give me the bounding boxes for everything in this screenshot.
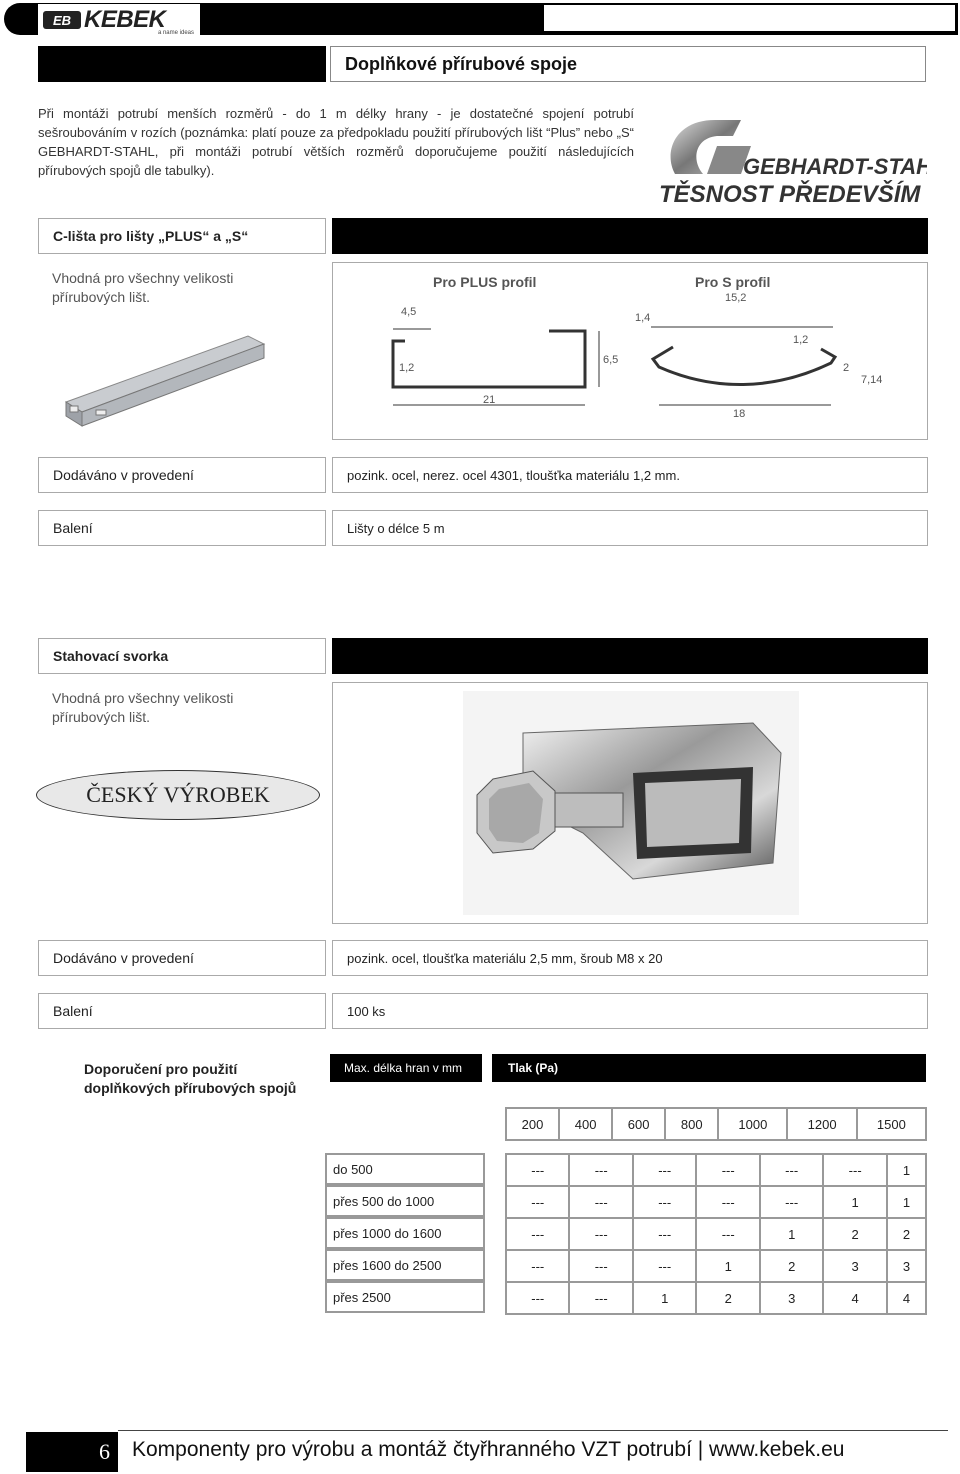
footer-text: Komponenty pro výrobu a montáž čtyřhranného VZT potrubí | www.kebek.eu	[132, 1438, 845, 1461]
value-cell: 2	[887, 1218, 926, 1250]
col-header-pressure	[492, 1054, 926, 1082]
value-cell: 3	[887, 1250, 926, 1282]
svorka-note: Vhodná pro všechny velikosti přírubových lišt.	[52, 690, 234, 725]
c-lista-packing-label	[38, 510, 326, 546]
value-cell: ---	[569, 1218, 632, 1250]
svg-text:EB: EB	[52, 13, 72, 28]
pressure-header-row	[505, 1107, 927, 1141]
c-rail-illustration	[52, 322, 277, 434]
c-lista-title-text: C-lišta pro lišty „PLUS“ a „S“	[53, 228, 249, 244]
svorka-supplied-value-text: pozink. ocel, tloušťka materiálu 2,5 mm, šroub M8 x 20	[347, 950, 663, 966]
table-row	[506, 1186, 926, 1218]
svorka-supplied-label	[38, 940, 326, 976]
row-label: přes 1600 do 2500	[325, 1249, 485, 1281]
row-label: přes 2500	[325, 1281, 485, 1313]
col-header-max-length-text: Max. délka hran v mm	[344, 1061, 463, 1075]
table-row	[506, 1154, 926, 1186]
row-label: do 500	[325, 1153, 485, 1185]
value-cell: 1	[887, 1186, 926, 1218]
table-row	[506, 1250, 926, 1282]
s-profile-label: Pro S profil	[695, 274, 771, 290]
value-cell: ---	[760, 1154, 823, 1186]
value-cell: ---	[696, 1186, 759, 1218]
svorka-supplied-value	[332, 940, 928, 976]
svorka-packing-label-text: Balení	[53, 1003, 93, 1019]
svorka-title-text: Stahovací svorka	[53, 648, 169, 664]
gebhardt-name: GEBHARDT-STAHL	[743, 154, 927, 179]
dim-plus-height: 6,5	[603, 354, 619, 366]
c-lista-packing-value-text: Lišty o délce 5 m	[347, 520, 445, 536]
value-cell: 4	[823, 1282, 886, 1314]
pressure-cell: 800	[665, 1108, 718, 1140]
gebhardt-logo	[655, 112, 927, 208]
value-cell: ---	[696, 1154, 759, 1186]
value-cell: ---	[633, 1186, 696, 1218]
c-lista-title-bar	[332, 218, 928, 254]
value-cell: 3	[760, 1282, 823, 1314]
plus-profile-label: Pro PLUS profil	[433, 274, 537, 290]
value-cell: ---	[633, 1250, 696, 1282]
table-row	[506, 1282, 926, 1314]
value-cell: 2	[760, 1250, 823, 1282]
czech-product-badge-text: ČESKÝ VÝROBEK	[86, 782, 270, 807]
dim-plus-width: 4,5	[401, 306, 417, 318]
value-cell: ---	[823, 1154, 886, 1186]
intro-text: Při montáži potrubí menších rozměrů - do 1 m délky hrany - je dostatečné spojení potrubí sešroubováním v rozích (poznámka: platí pouze za předpokladu použití přírubových lišt “Plus” nebo „S“ GEBHARDT-STAHL, při montáži potrubí větších rozměrů doporučujeme použití následujících přírubových spojů dle tabulky).	[38, 106, 634, 178]
gebhardt-emblem-icon	[655, 112, 927, 208]
svorka-supplied-label-text: Dodáváno v provedení	[53, 950, 194, 966]
table-row	[506, 1218, 926, 1250]
svorka-title-bar	[332, 638, 928, 674]
value-cell: ---	[506, 1154, 569, 1186]
col-header-max-length	[330, 1054, 482, 1082]
page-number: 6	[99, 1439, 110, 1464]
pressure-cell: 200	[506, 1108, 559, 1140]
dim-s-gap: 2	[843, 362, 850, 374]
value-cell: ---	[633, 1154, 696, 1186]
value-cell: ---	[633, 1218, 696, 1250]
value-cell: ---	[569, 1154, 632, 1186]
c-lista-note: Vhodná pro všechny velikosti přírubových lišt.	[52, 270, 234, 305]
recommend-title: Doporučení pro použití doplňkových přírubových spojů	[84, 1061, 297, 1096]
svorka-title	[38, 638, 326, 674]
value-cell: ---	[506, 1218, 569, 1250]
c-lista-supplied-label-text: Dodáváno v provedení	[53, 467, 194, 483]
value-cell: 2	[696, 1282, 759, 1314]
kebek-logo	[38, 4, 200, 36]
pressure-cell: 400	[559, 1108, 612, 1140]
czech-product-badge	[36, 770, 320, 820]
logo-subtext: a name ideas	[157, 30, 194, 36]
c-lista-image	[52, 322, 277, 434]
kebek-emblem-icon	[42, 9, 82, 31]
footer-rule	[118, 1430, 948, 1431]
value-cell: ---	[569, 1282, 632, 1314]
clamp-illustration	[333, 683, 927, 923]
value-cell: 4	[887, 1282, 926, 1314]
c-lista-packing-label-text: Balení	[53, 520, 93, 536]
c-lista-title	[38, 218, 326, 254]
row-label: přes 1000 do 1600	[325, 1217, 485, 1249]
values-table	[505, 1153, 927, 1315]
col-header-pressure-text: Tlak (Pa)	[508, 1061, 559, 1075]
page-title-text: Doplňkové přírubové spoje	[345, 53, 578, 74]
value-cell: ---	[569, 1250, 632, 1282]
profile-drawing	[333, 263, 927, 439]
value-cell: ---	[569, 1186, 632, 1218]
page-title	[330, 46, 926, 82]
svorka-image-frame	[332, 682, 928, 924]
value-cell: ---	[696, 1218, 759, 1250]
c-lista-supplied-value-text: pozink. ocel, nerez. ocel 4301, tloušťka materiálu 1,2 mm.	[347, 467, 680, 483]
c-lista-supplied-value	[332, 457, 928, 493]
footer-page-block	[26, 1432, 118, 1472]
value-cell: 1	[696, 1250, 759, 1282]
dim-plus-thickness: 1,2	[399, 362, 415, 374]
value-cell: ---	[760, 1186, 823, 1218]
value-cell: 1	[887, 1154, 926, 1186]
dim-s-base: 18	[733, 408, 746, 420]
value-cell: ---	[506, 1250, 569, 1282]
dim-plus-length: 21	[483, 394, 496, 406]
dim-s-lip: 1,4	[635, 312, 651, 324]
c-lista-supplied-label	[38, 457, 326, 493]
pressure-cell: 600	[612, 1108, 665, 1140]
dim-s-height: 7,14	[861, 374, 883, 386]
pressure-cell: 1200	[787, 1108, 856, 1140]
pressure-cell: 1000	[718, 1108, 787, 1140]
pressure-cell: 1500	[857, 1108, 926, 1140]
value-cell: 1	[760, 1218, 823, 1250]
value-cell: 1	[823, 1186, 886, 1218]
logo-text: KEBEK	[84, 6, 166, 33]
svorka-packing-label	[38, 993, 326, 1029]
title-left-block	[38, 46, 326, 82]
value-cell: 3	[823, 1250, 886, 1282]
value-cell: ---	[506, 1186, 569, 1218]
svorka-packing-value	[332, 993, 928, 1029]
dim-s-width: 15,2	[725, 292, 747, 304]
value-cell: 2	[823, 1218, 886, 1250]
dim-s-thickness: 1,2	[793, 334, 809, 346]
value-cell: ---	[506, 1282, 569, 1314]
value-cell: 1	[633, 1282, 696, 1314]
c-lista-profile-diagram	[332, 262, 928, 440]
c-lista-packing-value	[332, 510, 928, 546]
header-right-panel	[543, 4, 956, 32]
gebhardt-slogan: TĚSNOST PŘEDEVŠÍM	[659, 181, 921, 208]
svorka-packing-value-text: 100 ks	[347, 1003, 386, 1019]
row-label: přes 500 do 1000	[325, 1185, 485, 1217]
